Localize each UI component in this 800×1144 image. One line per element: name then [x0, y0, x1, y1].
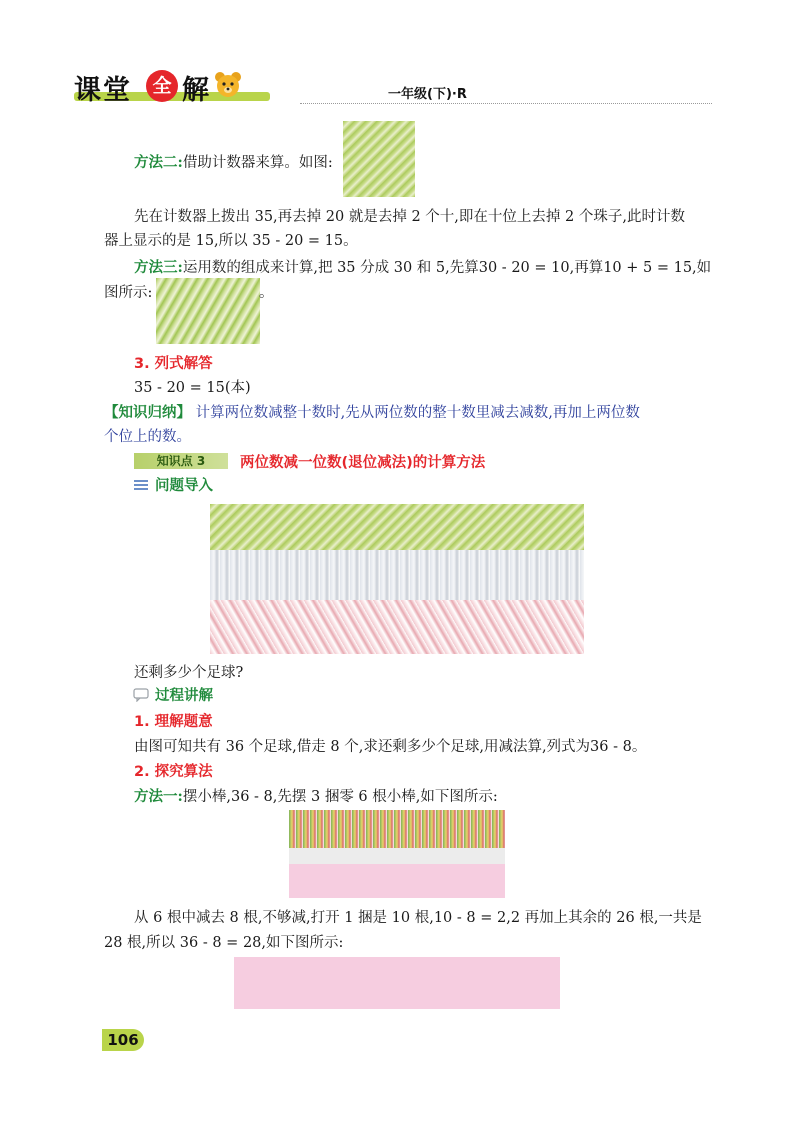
header-divider — [300, 103, 712, 104]
summary-line2: 个位上的数。 — [104, 429, 191, 445]
page-number: 106 — [102, 1029, 144, 1051]
step1-text: 由图可知共有 36 个足球,借走 8 个,求还剩多少个足球,用减法算,列式为36 - 8。 — [134, 739, 647, 755]
para1-line2: 器上显示的是 15,所以 35 - 20 = 15。 — [104, 233, 358, 249]
method3-label: 方法三: — [134, 259, 183, 276]
method1-line — [134, 787, 498, 807]
sticks-image-band-bottom — [289, 864, 505, 898]
knowledge-point-title: 两位数减一位数(退位减法)的计算方法 — [240, 455, 486, 471]
question-text: 还剩多少个足球? — [134, 665, 244, 681]
method3-line2a: 图所示: — [104, 285, 153, 301]
football-image-band-bottom — [210, 600, 584, 654]
method3-line2b: 。 — [259, 285, 274, 301]
method1-text: 摆小棒,36 - 8,先摆 3 捆零 6 根小棒,如下图所示: — [182, 789, 498, 805]
brand-logo-text: 课堂 — [74, 75, 132, 106]
summary-text: 计算两位数减整十数时,先从两位数的整十数里减去减数,再加上两位数 — [195, 405, 640, 421]
football-image-band-top — [210, 504, 584, 550]
para1-line1: 先在计数器上拨出 35,再去掉 20 就是去掉 2 个十,即在十位上去掉 2 个珠子,此时计数 — [134, 209, 685, 225]
method3-text: 运用数的组成来计算,把 35 分成 30 和 5,先算30 - 20 = 10,再算10 + 5 = 15,如 — [182, 260, 712, 276]
knowledge-point-tag: 知识点 3 — [134, 453, 228, 469]
sticks-result-image — [234, 957, 560, 1009]
brand-logo-text-2: 解 — [182, 75, 209, 106]
grade-label: 一年级(下)·R — [388, 87, 467, 102]
method1-label: 方法一: — [134, 788, 183, 805]
method2-label: 方法二: — [134, 154, 183, 171]
step1-heading: 1. 理解题意 — [134, 714, 213, 730]
para2-line2: 28 根,所以 36 - 8 = 28,如下图所示: — [104, 935, 344, 951]
method2-text: 借助计数器来算。如图: — [182, 155, 333, 171]
sticks-image-band-top — [289, 810, 505, 848]
step3-equation: 35 - 20 = 15(本) — [134, 380, 251, 396]
football-image-band-mid — [210, 550, 584, 600]
step2-heading: 2. 探究算法 — [134, 764, 213, 780]
step3-heading: 3. 列式解答 — [134, 356, 213, 372]
intro-heading: 问题导入 — [155, 478, 213, 494]
method3-line1 — [134, 258, 711, 278]
chat-icon — [133, 688, 149, 702]
para2-line1: 从 6 根中减去 8 根,不够减,打开 1 捆是 10 根,10 - 8 = 2,2 再加上其余的 26 根,一共是 — [134, 910, 702, 926]
sticks-image — [289, 810, 505, 898]
summary-line1 — [104, 403, 640, 423]
football-problem-image — [210, 504, 584, 654]
summary-bracket: 【知识归纳】 — [104, 404, 191, 421]
process-heading: 过程讲解 — [155, 688, 213, 704]
number-composition-image — [156, 278, 260, 344]
bear-mascot-icon — [213, 71, 243, 99]
method2-line — [134, 153, 333, 173]
list-icon — [134, 479, 148, 491]
brand-logo-circle: 全 — [146, 70, 178, 102]
sticks-image-band-mid — [289, 848, 505, 864]
counter-image — [343, 121, 415, 197]
